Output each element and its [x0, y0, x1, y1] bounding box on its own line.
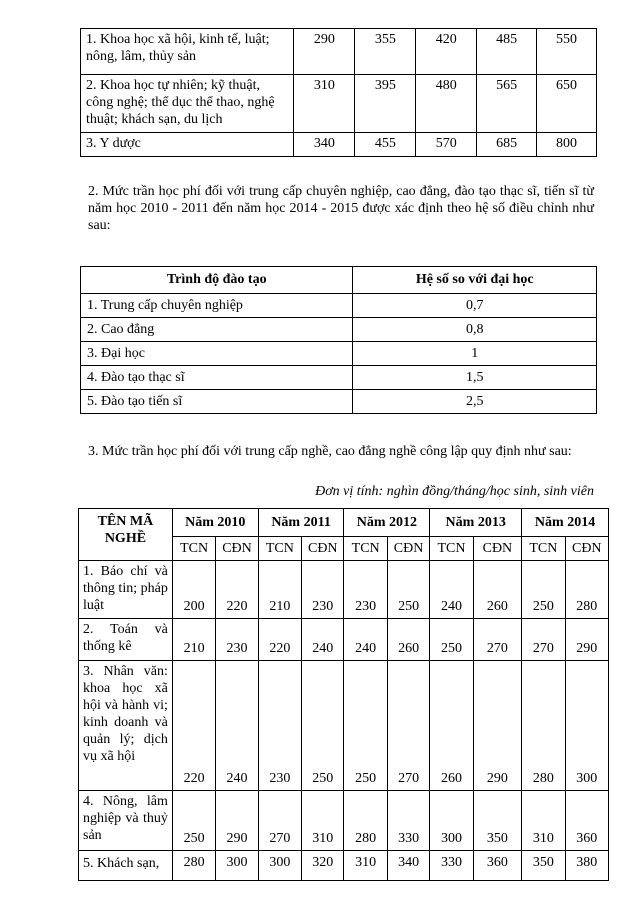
fee-value: 210 — [172, 619, 215, 661]
table-row — [81, 294, 597, 318]
header-year-2012: Năm 2012 — [344, 509, 430, 537]
header-coefficient: Hệ số so với đại học — [353, 267, 597, 294]
table-row — [81, 390, 597, 414]
table-row — [79, 851, 609, 881]
training-level: 4. Đào tạo thạc sĩ — [81, 366, 353, 390]
fee-value: 330 — [430, 851, 473, 881]
fee-value: 250 — [522, 561, 565, 619]
table-row — [79, 661, 609, 791]
fee-value: 360 — [473, 851, 521, 881]
subheader-cdn: CĐN — [216, 537, 258, 561]
fee-value: 800 — [537, 133, 597, 157]
fee-value: 565 — [477, 75, 537, 133]
header-level: Trình độ đào tạo — [81, 267, 353, 294]
fee-value: 300 — [258, 851, 301, 881]
subheader-cdn: CĐN — [387, 537, 429, 561]
subheader-tcn: TCN — [258, 537, 301, 561]
header-year-2010: Năm 2010 — [172, 509, 258, 537]
table-row — [81, 342, 597, 366]
fee-value: 280 — [344, 791, 387, 851]
table-row — [81, 318, 597, 342]
coefficient-value: 0,7 — [353, 294, 597, 318]
fee-value: 685 — [477, 133, 537, 157]
fee-value: 250 — [344, 661, 387, 791]
fee-value: 250 — [302, 661, 344, 791]
fee-value: 320 — [302, 851, 344, 881]
fee-value: 240 — [216, 661, 258, 791]
fee-value: 340 — [387, 851, 429, 881]
fee-value: 270 — [258, 791, 301, 851]
fee-value: 300 — [216, 851, 258, 881]
header-year-2011: Năm 2011 — [258, 509, 344, 537]
fee-value: 220 — [216, 561, 258, 619]
fee-value: 230 — [258, 661, 301, 791]
training-level: 5. Đào tạo tiến sĩ — [81, 390, 353, 414]
table-row — [79, 619, 609, 661]
unit-note: Đơn vị tính: nghìn đồng/tháng/học sinh, sinh viên — [315, 484, 594, 499]
fee-value: 220 — [172, 661, 215, 791]
fee-value: 210 — [258, 561, 301, 619]
fee-value: 260 — [387, 619, 429, 661]
field-name: 1. Khoa học xã hội, kinh tế, luật; nông, lâm, thủy sản — [81, 29, 294, 75]
occupation-name: 1. Báo chí và thông tin; pháp luật — [79, 561, 173, 619]
occupation-name: 2. Toán và thống kê — [79, 619, 173, 661]
training-level: 3. Đại học — [81, 342, 353, 366]
fee-value: 290 — [565, 619, 608, 661]
coefficient-table — [80, 266, 597, 414]
fee-value: 270 — [387, 661, 429, 791]
table-row — [81, 29, 597, 75]
occupation-name: 5. Khách sạn, — [79, 851, 173, 881]
subheader-tcn: TCN — [344, 537, 387, 561]
fee-value: 360 — [565, 791, 608, 851]
subheader-tcn: TCN — [522, 537, 565, 561]
header-year-2013: Năm 2013 — [430, 509, 522, 537]
fee-value: 455 — [355, 133, 416, 157]
fee-value: 395 — [355, 75, 416, 133]
training-level: 1. Trung cấp chuyên nghiệp — [81, 294, 353, 318]
fee-value: 270 — [473, 619, 521, 661]
table-row — [81, 75, 597, 133]
table-row — [81, 366, 597, 390]
paragraph-3: 3. Mức trần học phí đối với trung cấp nghề, cao đẳng nghề công lập quy định như sau: — [88, 444, 572, 459]
header-occupation: TÊN MÃ NGHỀ — [79, 509, 173, 561]
fee-value: 310 — [302, 791, 344, 851]
fee-value: 240 — [344, 619, 387, 661]
fee-value: 480 — [416, 75, 477, 133]
fee-value: 250 — [430, 619, 473, 661]
fee-value: 280 — [522, 661, 565, 791]
fee-value: 485 — [477, 29, 537, 75]
fee-value: 200 — [172, 561, 215, 619]
tuition-table-vocational — [78, 508, 609, 881]
tuition-table-university — [80, 28, 597, 157]
paragraph-2: 2. Mức trần học phí đối với trung cấp chuyên nghiệp, cao đẳng, đào tạo thạc sĩ, tiến sĩ từ năm học 2010 - 2011 đến năm học 2014 - 2015 được xác định theo hệ số điều chỉnh như sau: — [88, 184, 594, 233]
table-row — [81, 133, 597, 157]
fee-value: 290 — [473, 661, 521, 791]
occupation-name: 4. Nông, lâm nghiệp và thuỷ sản — [79, 791, 173, 851]
fee-value: 340 — [294, 133, 355, 157]
fee-value: 650 — [537, 75, 597, 133]
fee-value: 220 — [258, 619, 301, 661]
table-row — [79, 791, 609, 851]
fee-value: 550 — [537, 29, 597, 75]
fee-value: 350 — [473, 791, 521, 851]
fee-value: 230 — [302, 561, 344, 619]
header-year-2014: Năm 2014 — [522, 509, 609, 537]
fee-value: 230 — [344, 561, 387, 619]
fee-value: 310 — [294, 75, 355, 133]
fee-value: 250 — [387, 561, 429, 619]
fee-value: 260 — [430, 661, 473, 791]
fee-value: 270 — [522, 619, 565, 661]
coefficient-value: 1 — [353, 342, 597, 366]
fee-value: 420 — [416, 29, 477, 75]
fee-value: 260 — [473, 561, 521, 619]
fee-value: 300 — [430, 791, 473, 851]
fee-value: 280 — [172, 851, 215, 881]
field-name: 2. Khoa học tự nhiên; kỹ thuật, công nghệ; thể dục thể thao, nghệ thuật; khách sạn, du lịch — [81, 75, 294, 133]
coefficient-value: 2,5 — [353, 390, 597, 414]
subheader-tcn: TCN — [172, 537, 215, 561]
subheader-tcn: TCN — [430, 537, 473, 561]
occupation-name: 3. Nhân văn: khoa học xã hội và hành vi; kinh doanh và quản lý; dịch vụ xã hội — [79, 661, 173, 791]
fee-value: 290 — [216, 791, 258, 851]
fee-value: 355 — [355, 29, 416, 75]
fee-value: 350 — [522, 851, 565, 881]
subheader-cdn: CĐN — [302, 537, 344, 561]
table-row — [79, 561, 609, 619]
fee-value: 300 — [565, 661, 608, 791]
fee-value: 290 — [294, 29, 355, 75]
coefficient-value: 0,8 — [353, 318, 597, 342]
subheader-cdn: CĐN — [565, 537, 608, 561]
fee-value: 310 — [344, 851, 387, 881]
fee-value: 240 — [302, 619, 344, 661]
fee-value: 380 — [565, 851, 608, 881]
fee-value: 230 — [216, 619, 258, 661]
fee-value: 570 — [416, 133, 477, 157]
coefficient-value: 1,5 — [353, 366, 597, 390]
training-level: 2. Cao đẳng — [81, 318, 353, 342]
fee-value: 330 — [387, 791, 429, 851]
fee-value: 280 — [565, 561, 608, 619]
fee-value: 250 — [172, 791, 215, 851]
subheader-cdn: CĐN — [473, 537, 521, 561]
fee-value: 240 — [430, 561, 473, 619]
field-name: 3. Y dược — [81, 133, 294, 157]
fee-value: 310 — [522, 791, 565, 851]
